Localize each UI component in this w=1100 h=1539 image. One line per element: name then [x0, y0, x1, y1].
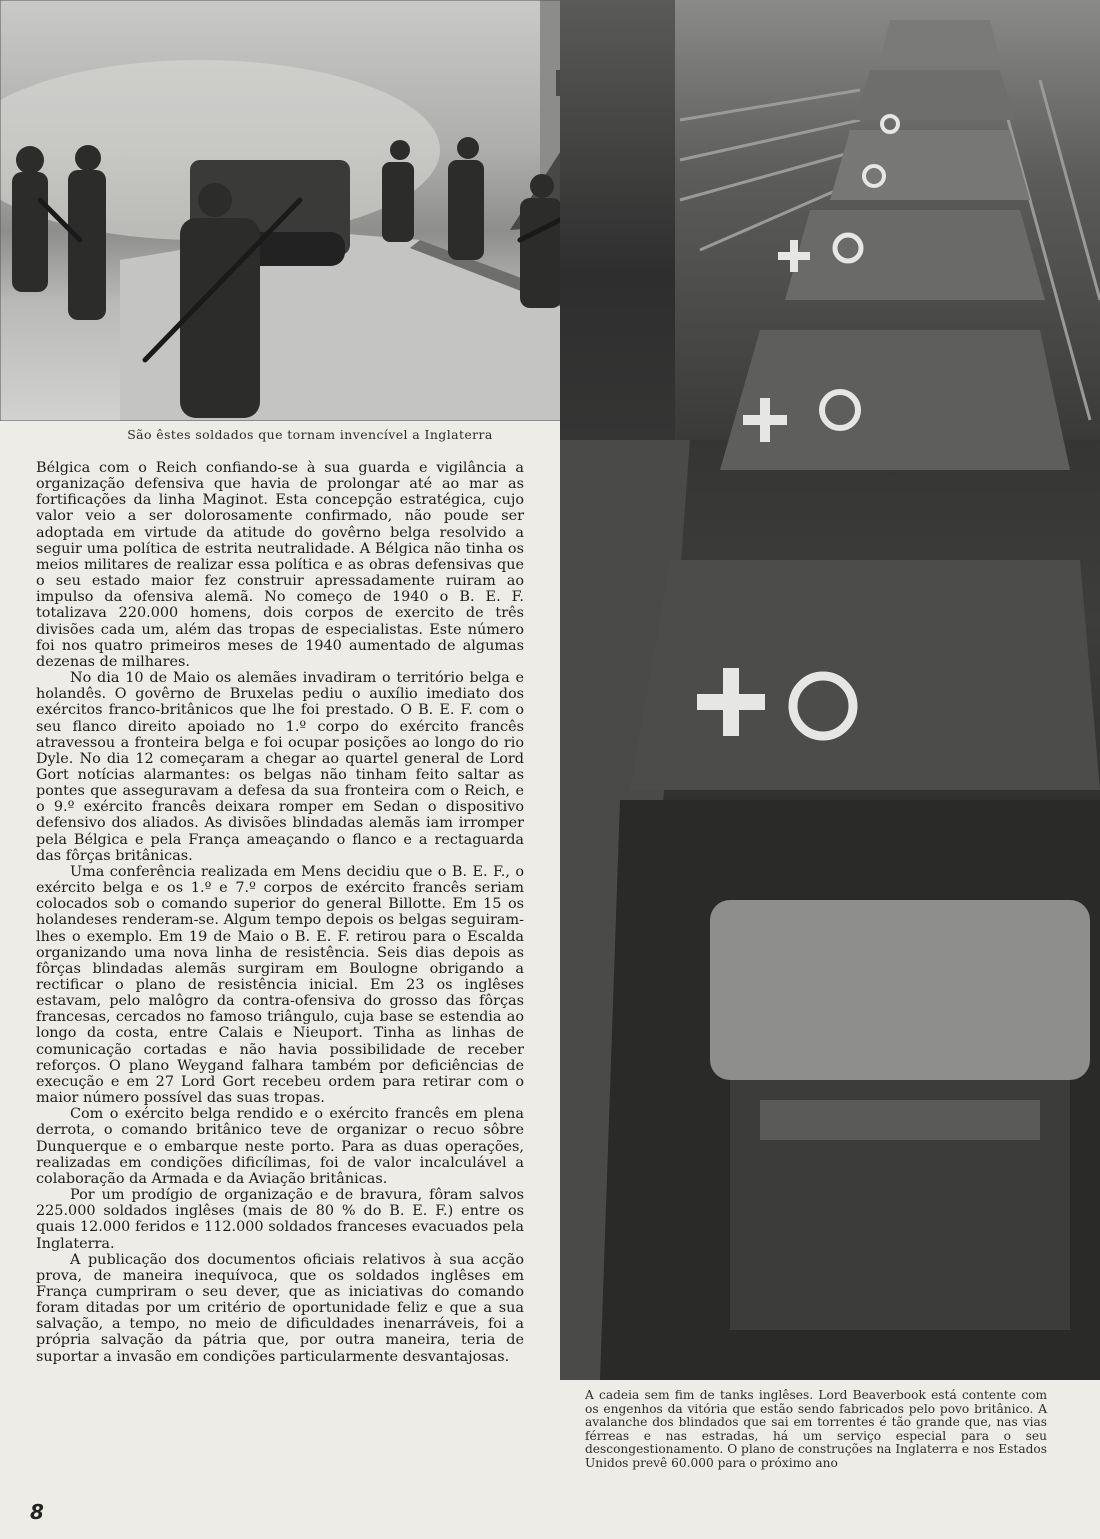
tanks-photo-caption: A cadeia sem fim de tanks inglêses. Lord Beaverbook está contente com os engenhos da vitória que estão sendo fabricados pelo povo britânico. A avalanche dos blindados que sai em torrentes é tão grande que, nas vias férreas e nas estradas, há um serviço especial para o seu descongestionamento. O plano de construções na Inglaterra e nos Estados Unidos prevê 60.000 para o próximo ano — [585, 1388, 1047, 1470]
article-paragraph: Com o exército belga rendido e o exército francês em plena derrota, o comando britânico teve de organizar o recuo sôbre Dunquerque e o embarque neste porto. Para as duas operações, realizadas em condições dificílimas, foi de valor incalculável a colaboração da Armada e da Aviação britânicas. — [36, 1106, 524, 1187]
article-paragraph: No dia 10 de Maio os alemães invadiram o território belga e holandês. O govêrno de Bruxelas pediu o auxílio imediato dos exércitos franco-britânicos que lhe foi prestado. O B. E. F. com o seu flanco direito apoiado no 1.º corpo do exército francês atravessou a fronteira belga e foi ocupar posições ao longo do rio Dyle. No dia 12 começaram a chegar ao quartel general de Lord Gort notícias alarmantes: os belgas não tinham feito saltar as pontes que asseguravam a defesa da sua fronteira com o Reich, e o 9.º exército francês deixara romper em Sedan o dispositivo defensivo dos aliados. As divisões blindadas alemãs iam irromper pela Bélgica e pela França ameaçando o flanco e a rectaguarda das fôrças britânicas. — [36, 670, 524, 864]
tanks-train-photo-art — [560, 0, 1100, 1380]
page-number: 8 — [30, 1500, 44, 1524]
soldiers-photo-caption: São êstes soldados que tornam invencível a Inglaterra — [127, 427, 493, 442]
article-paragraph: Bélgica com o Reich confiando-se à sua guarda e vigilância a organização defensiva que havia de prolongar até ao mar as fortificações da linha Maginot. Esta concepção estratégica, cujo valor veio a ser dolorosamente confirmado, não poude ser adoptada em virtude da atitude do govêrno belga resolvido a seguir uma política de estrita neutralidade. A Bélgica não tinha os meios militares de realizar essa política e as obras defensivas que o seu estado maior fez construir apressadamente ruiram ao impulso da ofensiva alemã. No começo de 1940 o B. E. F. totalizava 220.000 homens, dois corpos de exercito de três divisões cada um, além das tropas de especialistas. Este número foi nos quatro primeiros meses de 1940 aumentado de algumas dezenas de milhares. — [36, 460, 524, 670]
article-paragraph: Uma conferência realizada em Mens decidiu que o B. E. F., o exército belga e os 1.º e 7.º corpos de exército francês seriam colocados sob o comando superior do general Billotte. Em 15 os holandeses renderam-se. Algum tempo depois os belgas seguiram-lhes o exemplo. Em 19 de Maio o B. E. F. retirou para o Escalda organizando uma nova linha de resistência. Seis dias depois as fôrças blindadas alemãs surgiram em Boulogne obrigando a rectificar o plano de resistência inicial. Em 23 os inglêses estavam, pelo malôgro da contra-ofensiva do grosso das fôrças francesas, cercados no famoso triângulo, cuja base se estendia ao longo da costa, entre Calais e Nieuport. Tinha as linhas de comunicação cortadas e não havia possibilidade de receber reforços. O plano Weygand falhara também por deficiências de execução e em 27 Lord Gort recebeu ordem para retirar com o maior número possível das suas tropas. — [36, 863, 524, 1107]
article-paragraph: Por um prodígio de organização e de bravura, fôram salvos 225.000 soldados inglêses (mais de 80 % do B. E. F.) entre os quais 12.000 feridos e 112.000 soldados franceses evacuados pela Inglaterra. — [36, 1187, 524, 1252]
article-body — [36, 460, 524, 1365]
tanks-train-photo — [560, 0, 1100, 1380]
article-paragraph: A publicação dos documentos oficiais relativos à sua acção prova, de maneira inequívoca, que os soldados inglêses em França cumpriram o seu dever, que as iniciativas do comando foram ditadas por um critério de oportunidade feliz e que a sua salvação, a tempo, no meio de dificuldades inenarráveis, foi a própria salvação da pátria que, por outra maneira, teria de suportar a invasão em condições particularmente desvantajosas. — [36, 1251, 524, 1365]
